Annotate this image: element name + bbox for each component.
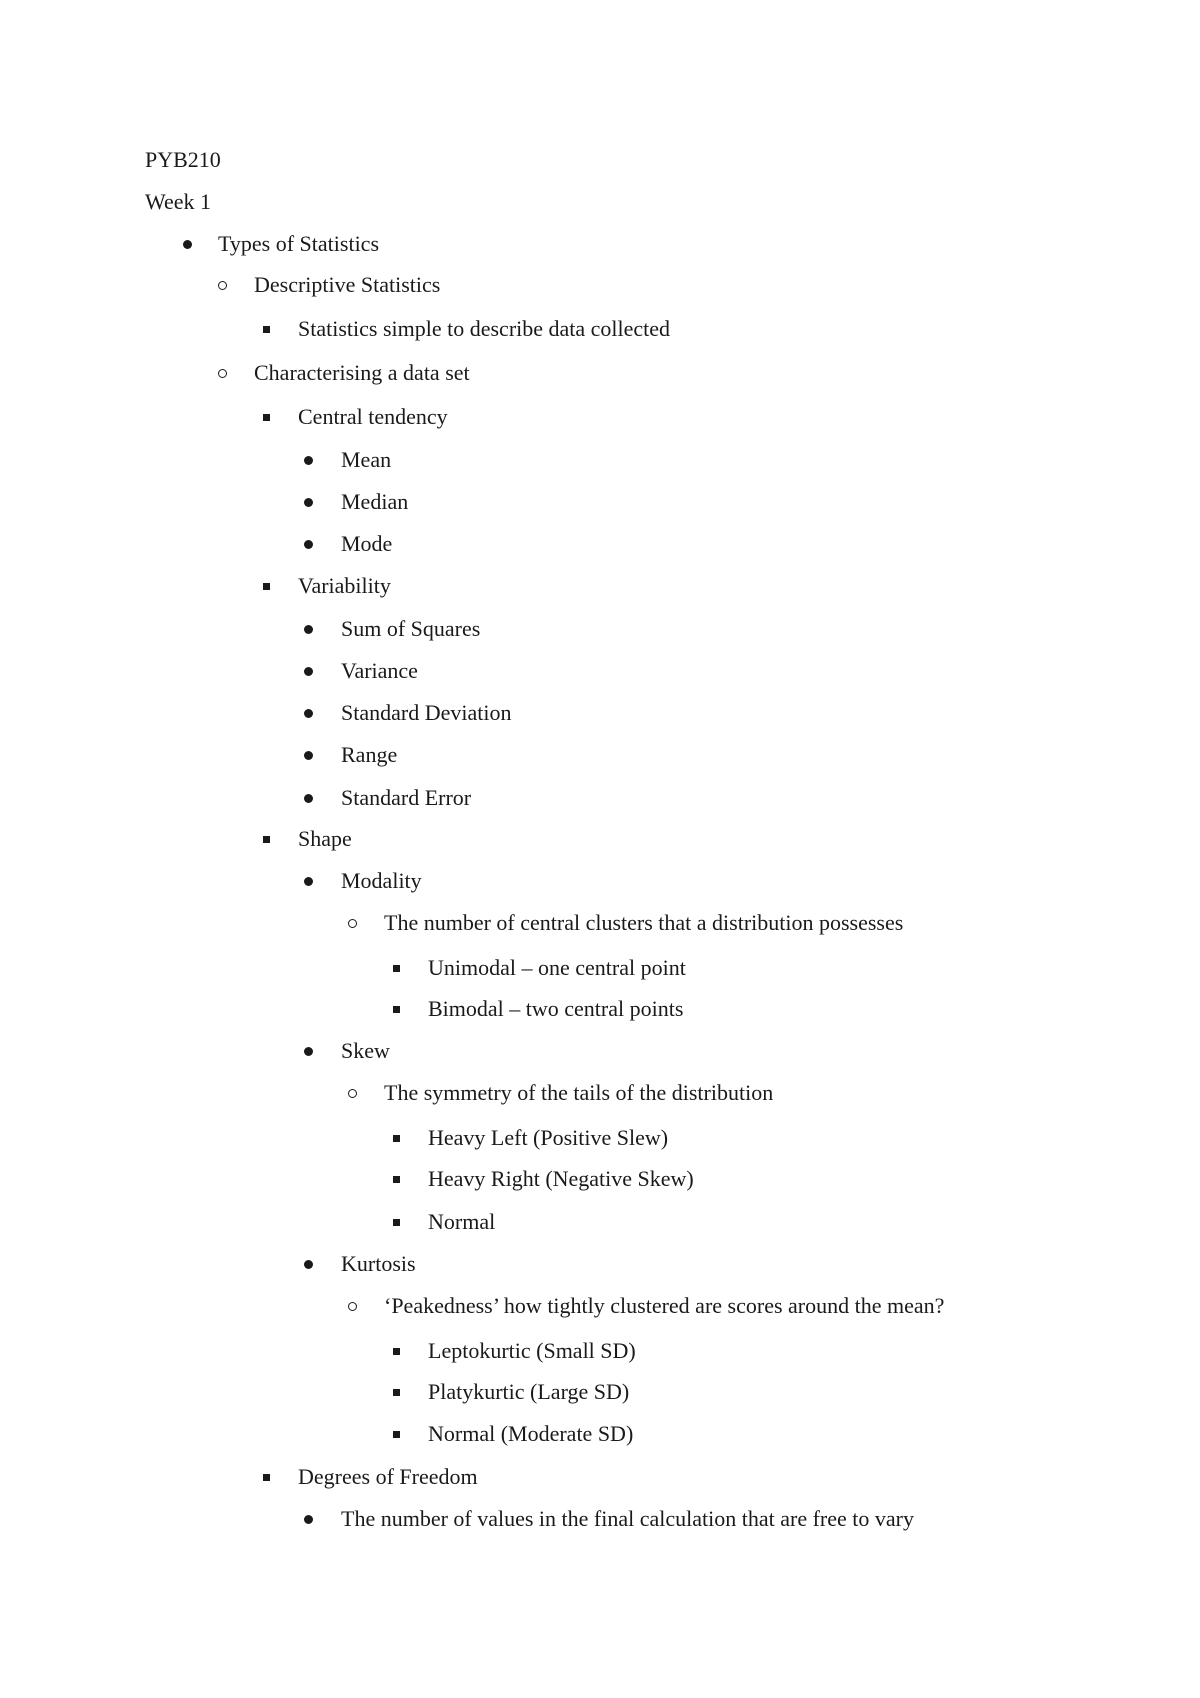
bullet-disc-icon xyxy=(304,794,313,803)
outline-item xyxy=(0,1338,1200,1364)
week-heading: Week 1 xyxy=(145,189,212,214)
bullet-disc-icon xyxy=(183,240,192,249)
bullet-disc-icon xyxy=(304,709,313,718)
outline-item xyxy=(0,616,1200,642)
outline-item-text: Normal (Moderate SD) xyxy=(428,1421,634,1446)
bullet-square-icon xyxy=(393,965,400,972)
outline-item xyxy=(0,955,1200,981)
outline-item-text: The number of central clusters that a distribution possesses xyxy=(384,910,904,935)
outline-item xyxy=(0,231,1200,257)
outline-item xyxy=(0,447,1200,473)
bullet-disc-icon xyxy=(304,540,313,549)
outline-item-text: Standard Deviation xyxy=(341,700,512,725)
outline-item-text: Heavy Right (Negative Skew) xyxy=(428,1166,694,1191)
bullet-disc-icon xyxy=(304,877,313,886)
outline-item-text: Heavy Left (Positive Slew) xyxy=(428,1125,669,1150)
outline-item xyxy=(0,272,1200,298)
bullet-square-icon xyxy=(263,414,270,421)
outline-item-text: Degrees of Freedom xyxy=(298,1464,478,1489)
bullet-circle-icon xyxy=(218,281,227,290)
outline-item-text: Characterising a data set xyxy=(254,360,470,385)
outline-item-text: Variance xyxy=(341,658,418,683)
outline-item-text: Unimodal – one central point xyxy=(428,955,686,980)
bullet-disc-icon xyxy=(304,456,313,465)
outline-item xyxy=(0,316,1200,342)
bullet-circle-icon xyxy=(348,1302,357,1311)
outline-item-text: Median xyxy=(341,489,409,514)
bullet-disc-icon xyxy=(304,1260,313,1269)
outline-item-text: Descriptive Statistics xyxy=(254,272,441,297)
outline-item xyxy=(0,1251,1200,1277)
outline-item-text: Variability xyxy=(298,573,391,598)
outline-item xyxy=(0,826,1200,852)
bullet-square-icon xyxy=(263,1474,270,1481)
outline-item xyxy=(0,658,1200,684)
outline-item xyxy=(0,996,1200,1022)
outline-item xyxy=(0,742,1200,768)
bullet-square-icon xyxy=(393,1006,400,1013)
bullet-square-icon xyxy=(263,583,270,590)
outline-item-text: Skew xyxy=(341,1038,390,1063)
outline-item-text: Platykurtic (Large SD) xyxy=(428,1379,630,1404)
outline-item xyxy=(0,531,1200,557)
outline-item xyxy=(0,700,1200,726)
outline-item xyxy=(0,573,1200,599)
bullet-square-icon xyxy=(263,836,270,843)
bullet-square-icon xyxy=(393,1389,400,1396)
outline-item-text: Normal xyxy=(428,1209,496,1234)
outline-item xyxy=(0,785,1200,811)
outline-item xyxy=(0,1293,1200,1319)
outline-item xyxy=(0,1421,1200,1447)
course-code: PYB210 xyxy=(145,147,221,172)
bullet-disc-icon xyxy=(304,667,313,676)
outline-item xyxy=(0,1038,1200,1064)
bullet-square-icon xyxy=(393,1176,400,1183)
outline-item-text: Types of Statistics xyxy=(218,231,380,256)
outline-item xyxy=(0,489,1200,515)
outline-item xyxy=(0,1125,1200,1151)
outline-item-text: Kurtosis xyxy=(341,1251,416,1276)
outline-item xyxy=(0,404,1200,430)
outline-item xyxy=(0,1080,1200,1106)
outline-item xyxy=(0,1464,1200,1490)
bullet-square-icon xyxy=(393,1348,400,1355)
outline-item xyxy=(0,910,1200,936)
outline-item-text: Mode xyxy=(341,531,393,556)
outline-item-text: Standard Error xyxy=(341,785,472,810)
outline-item xyxy=(0,868,1200,894)
outline-item xyxy=(0,1506,1200,1532)
bullet-square-icon xyxy=(393,1135,400,1142)
bullet-disc-icon xyxy=(304,625,313,634)
bullet-disc-icon xyxy=(304,1047,313,1056)
outline-item-text: Bimodal – two central points xyxy=(428,996,684,1021)
bullet-square-icon xyxy=(393,1219,400,1226)
outline-item xyxy=(0,360,1200,386)
outline-item-text: Central tendency xyxy=(298,404,448,429)
outline-item xyxy=(0,1209,1200,1235)
bullet-circle-icon xyxy=(348,919,357,928)
bullet-disc-icon xyxy=(304,1515,313,1524)
outline-item-text: Modality xyxy=(341,868,422,893)
outline-item-text: Leptokurtic (Small SD) xyxy=(428,1338,636,1363)
outline-item-text: Shape xyxy=(298,826,352,851)
bullet-disc-icon xyxy=(304,751,313,760)
outline-item-text: Sum of Squares xyxy=(341,616,481,641)
bullet-square-icon xyxy=(393,1431,400,1438)
outline-item-text: The number of values in the final calculation that are free to vary xyxy=(341,1506,914,1531)
outline-item-text: Mean xyxy=(341,447,392,472)
bullet-disc-icon xyxy=(304,498,313,507)
outline-item-text: ‘Peakedness’ how tightly clustered are scores around the mean? xyxy=(384,1293,945,1318)
outline-item-text: The symmetry of the tails of the distribution xyxy=(384,1080,774,1105)
outline-item-text: Statistics simple to describe data collected xyxy=(298,316,671,341)
bullet-circle-icon xyxy=(218,369,227,378)
bullet-circle-icon xyxy=(348,1089,357,1098)
outline-item xyxy=(0,1166,1200,1192)
bullet-square-icon xyxy=(263,326,270,333)
outline-item xyxy=(0,1379,1200,1405)
outline-item-text: Range xyxy=(341,742,398,767)
